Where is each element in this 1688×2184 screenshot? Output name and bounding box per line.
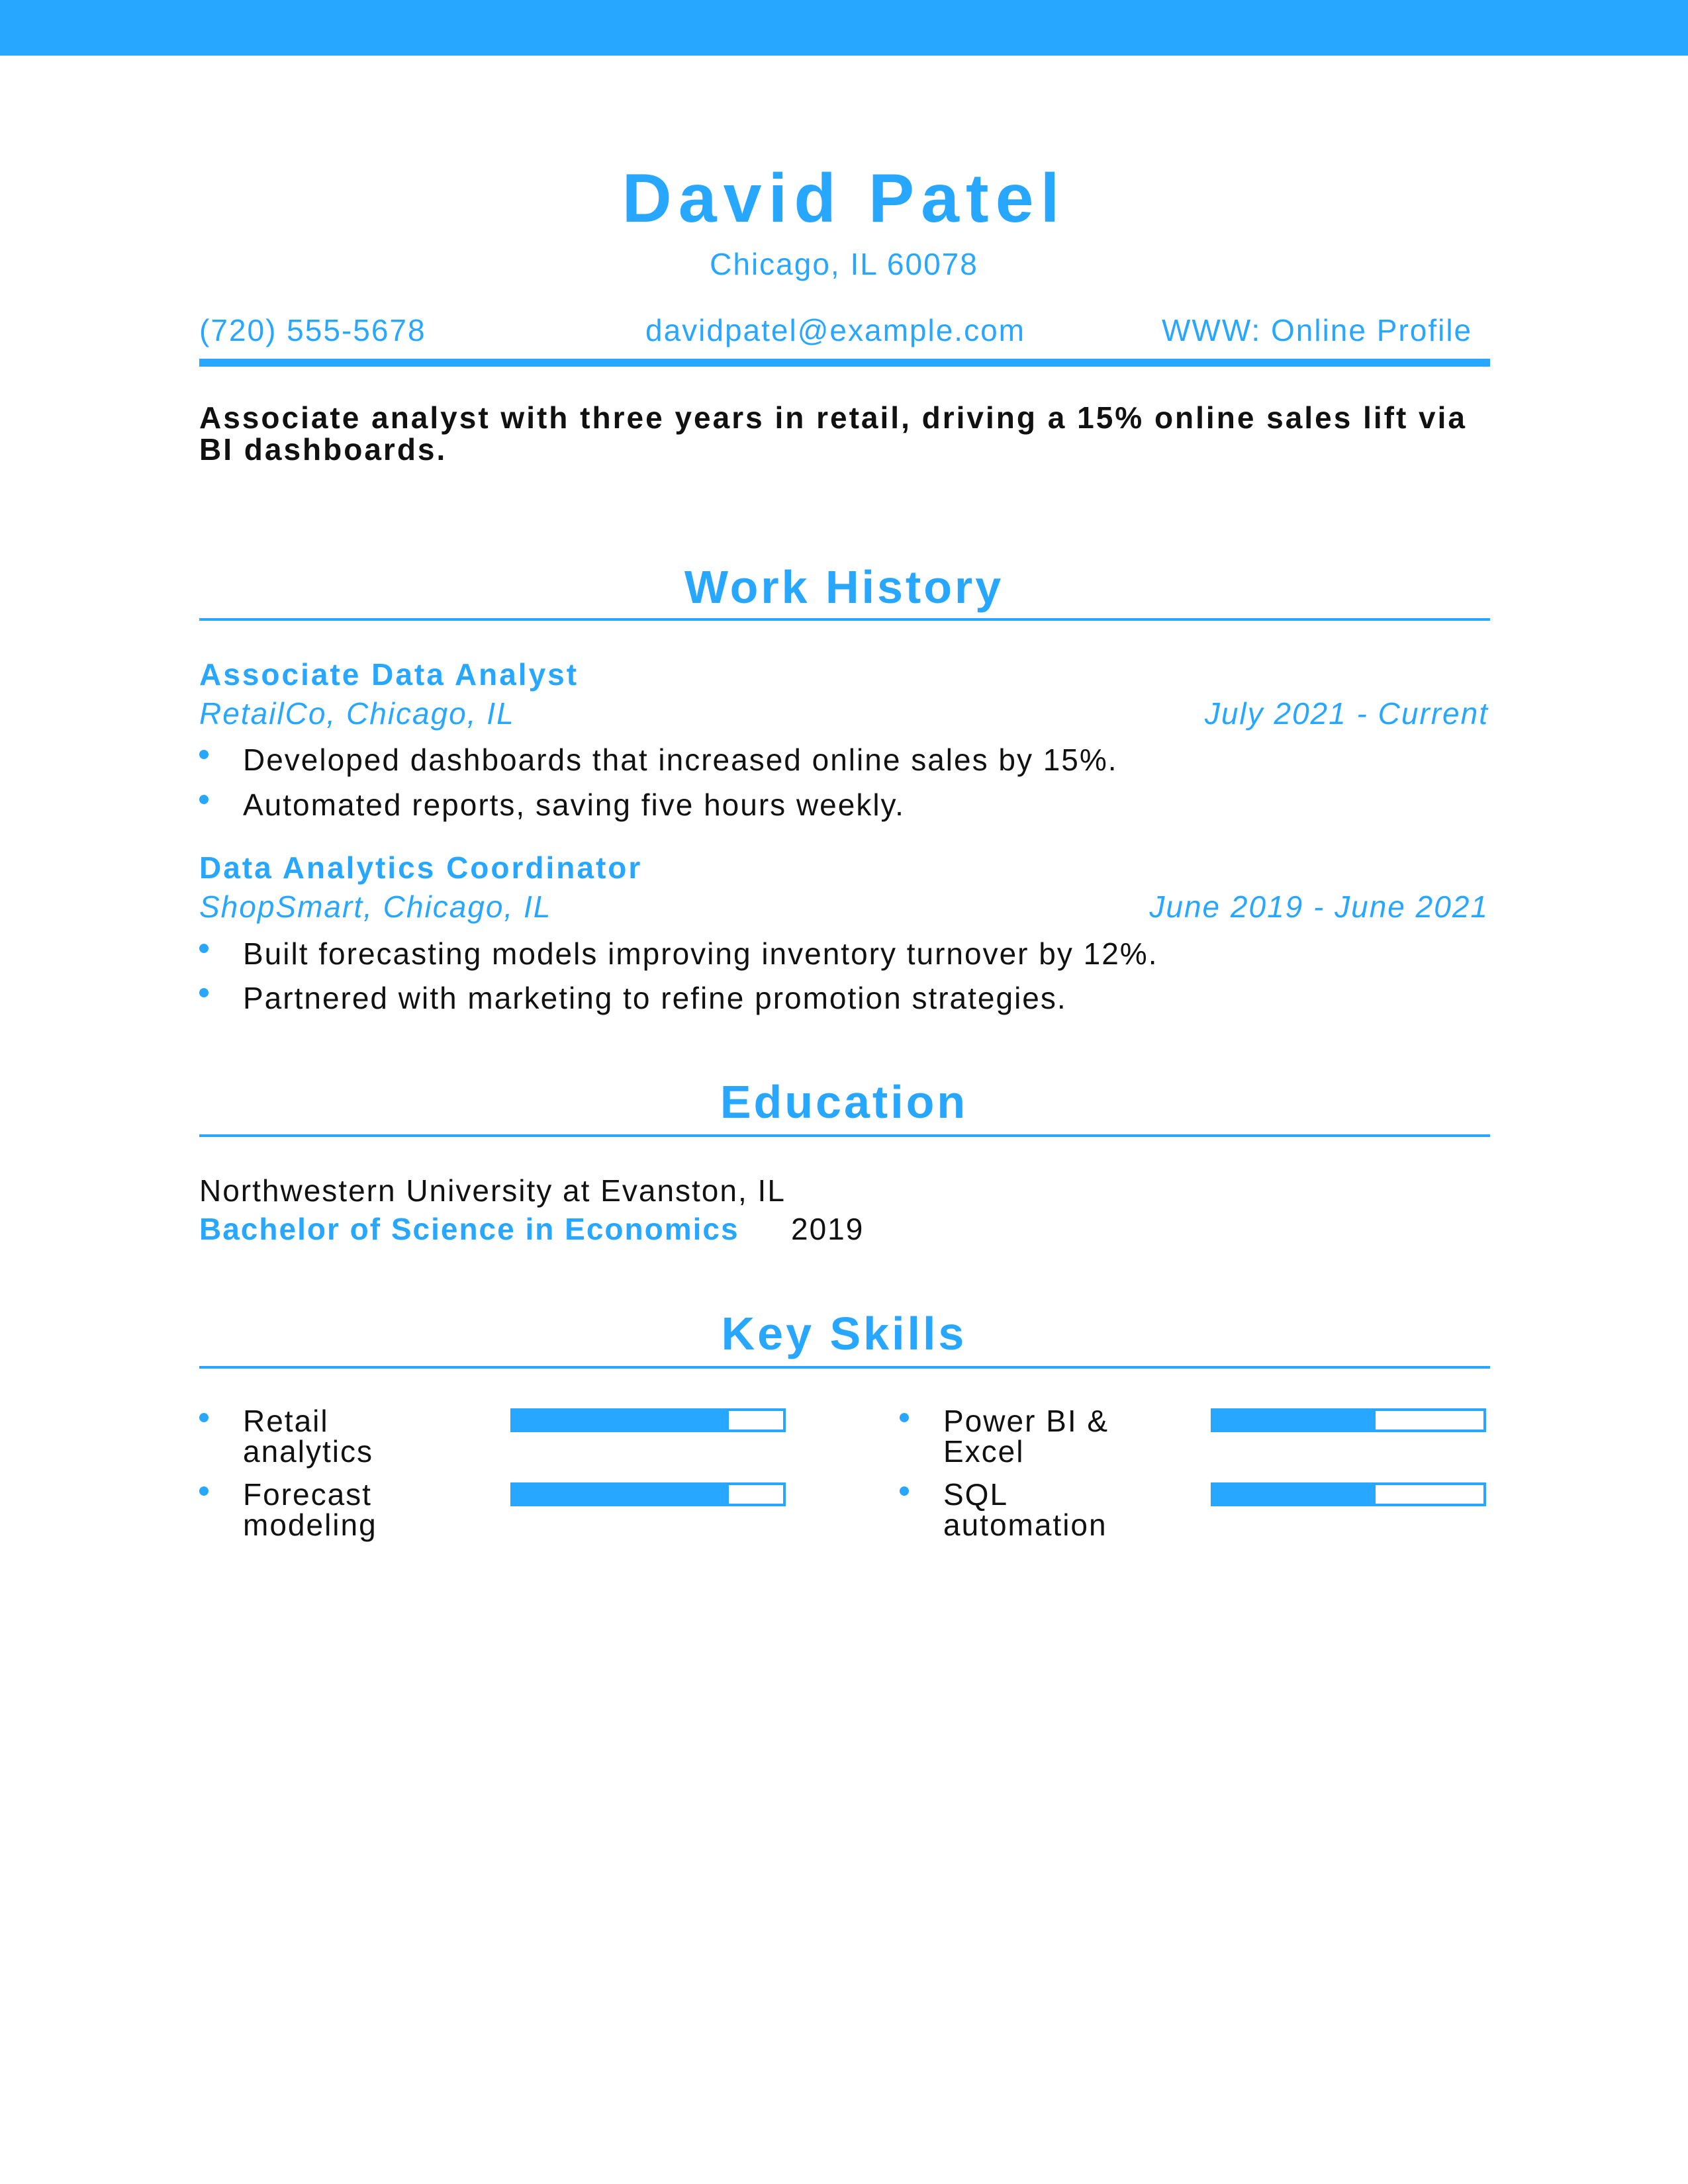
email-link[interactable]: davidpatel@example.com [645, 313, 1025, 347]
education-heading: Education [720, 1076, 968, 1128]
bullet-icon [199, 944, 209, 953]
key-skills-heading: Key Skills [721, 1308, 967, 1359]
job-title: Data Analytics Coordinator [199, 850, 643, 885]
skill-label: Retail analytics [243, 1406, 373, 1469]
job-bullet: Partnered with marketing to refine promotion strategies. [243, 981, 1067, 1015]
skill-level-bar [510, 1408, 786, 1432]
top-accent-bar [0, 0, 1688, 56]
education-school: Northwestern University at Evanston, IL [199, 1173, 786, 1208]
bullet-icon [199, 1486, 209, 1496]
skill-level-fill [513, 1485, 729, 1504]
job-bullet: Built forecasting models improving inventory turnover by 12%. [243, 936, 1158, 971]
key-skills-divider [199, 1366, 1490, 1369]
skill-level-fill [1213, 1411, 1376, 1430]
job-dates: July 2021 - Current [1204, 696, 1489, 731]
skill-level-bar [510, 1482, 786, 1506]
candidate-name: David Patel [622, 160, 1066, 237]
education-divider [199, 1134, 1490, 1137]
candidate-location: Chicago, IL 60078 [710, 247, 978, 281]
bullet-icon [900, 1413, 909, 1422]
job-bullet: Automated reports, saving five hours weekly. [243, 788, 905, 822]
skill-label: Power BI & Excel [943, 1406, 1109, 1469]
education-degree: Bachelor of Science in Economics [199, 1212, 739, 1246]
education-year: 2019 [791, 1212, 865, 1246]
job-bullet: Developed dashboards that increased online sales by 15%. [243, 743, 1118, 777]
job-company: ShopSmart, Chicago, IL [199, 889, 552, 924]
bullet-icon [199, 750, 209, 759]
bullet-icon [199, 988, 209, 997]
bullet-icon [900, 1486, 909, 1496]
job-dates: June 2019 - June 2021 [1149, 889, 1489, 924]
skill-level-bar [1211, 1408, 1486, 1432]
skill-level-fill [513, 1411, 729, 1430]
skill-level-bar [1211, 1482, 1486, 1506]
online-profile-link[interactable]: WWW: Online Profile [1162, 313, 1473, 347]
phone-number: (720) 555-5678 [199, 313, 426, 347]
header-divider [199, 359, 1490, 367]
skill-label: SQL automation [943, 1479, 1107, 1542]
work-history-divider [199, 618, 1490, 621]
bullet-icon [199, 795, 209, 804]
work-history-heading: Work History [684, 561, 1004, 613]
skill-label: Forecast modeling [243, 1479, 377, 1542]
job-company: RetailCo, Chicago, IL [199, 696, 515, 731]
job-title: Associate Data Analyst [199, 657, 579, 692]
skill-level-fill [1213, 1485, 1376, 1504]
bullet-icon [199, 1413, 209, 1422]
professional-summary: Associate analyst with three years in retail, driving a 15% online sales lift via BI dashboards. [199, 400, 1467, 467]
